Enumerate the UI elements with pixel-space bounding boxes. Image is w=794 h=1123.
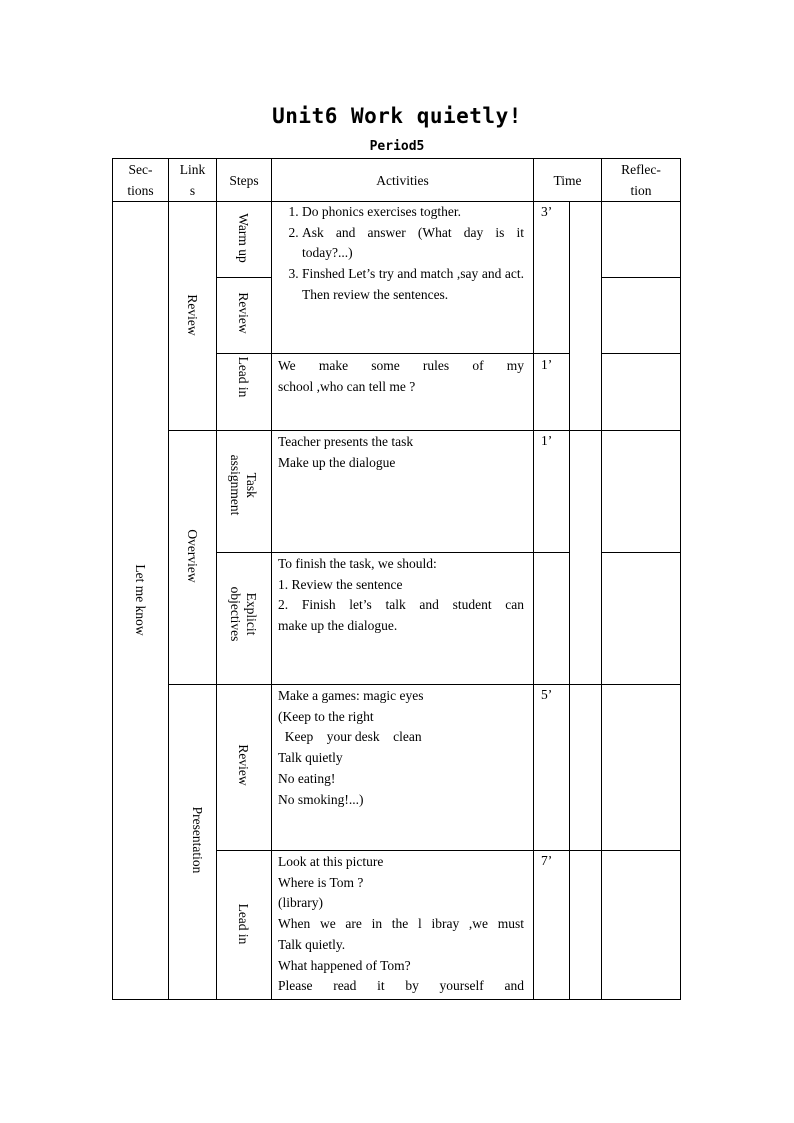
section-let-me-know: Let me know [133, 564, 148, 636]
row-line [216, 552, 569, 553]
activity-line: What happened of Tom? [278, 957, 411, 973]
row-line [601, 353, 681, 354]
table-border-bottom [112, 999, 681, 1000]
column-line [569, 201, 570, 1000]
activity-line: Make a games: magic eyes [278, 688, 424, 703]
activities-lead-in [278, 356, 524, 397]
activities-lead-in-2 [278, 852, 524, 997]
activities-explicit-objectives [278, 554, 524, 637]
activity-line: When we are in the l ibray ,we must [278, 916, 524, 932]
activity-line: (Keep to the right [278, 708, 374, 724]
step-review-2: Review [236, 744, 251, 786]
step-explicit-objectives-line1: Explicit [244, 592, 259, 636]
step-task-assignment-line2: assignment [228, 454, 243, 516]
link-review: Review [185, 294, 200, 336]
step-review: Review [236, 292, 251, 334]
time-lead-in: 1’ [541, 357, 553, 372]
document-title: Unit6 Work quietly! [272, 104, 522, 128]
column-line [168, 158, 169, 1000]
step-explicit-objectives-line2: objectives [228, 586, 243, 642]
activities-warm-up [278, 202, 524, 306]
activity-line: Talk quietly [278, 750, 343, 766]
activity-line: Teacher presents the task [278, 434, 414, 449]
activity-line: Keep your desk clean [278, 729, 422, 745]
step-explicit-objectives [227, 587, 259, 642]
step-lead-in: Lead in [236, 356, 251, 398]
activity-line: (library) [278, 895, 323, 911]
column-line [271, 158, 272, 1000]
step-lead-in-2: Lead in [236, 903, 251, 945]
header-reflection: Reflec- tion [621, 162, 661, 198]
row-line [216, 850, 681, 851]
row-line [168, 684, 681, 685]
link-overview: Overview [185, 529, 200, 583]
activity-item: 3. Finshed Let’s try and match ,say and act. Then review the sentences. [302, 264, 524, 305]
table-border-left [112, 158, 113, 1000]
table-border-right [680, 158, 681, 1000]
header-links: Link s [179, 162, 206, 198]
row-line [216, 353, 569, 354]
activity-item: 1. Do phonics exercises togther. [302, 202, 524, 223]
row-line [601, 552, 681, 553]
header-steps: Steps [229, 173, 259, 188]
activity-item: 2. Ask and answer (What day is it today?...) [302, 223, 524, 264]
row-line [168, 430, 681, 431]
period-label: Period5 [369, 139, 425, 154]
activity-line: We make some rules of my [278, 358, 524, 373]
column-line [601, 158, 602, 1000]
column-line [216, 158, 217, 1000]
time-warm-up: 3’ [541, 204, 553, 219]
column-line [533, 158, 534, 1000]
activity-line: Look at this picture [278, 854, 384, 869]
activity-line: make up the dialogue. [278, 618, 398, 634]
activity-line: No eating! [278, 770, 336, 786]
activities-review-2 [278, 686, 524, 810]
time-task-assignment: 1’ [541, 433, 553, 448]
time-lead-in-2: 7’ [541, 853, 553, 868]
activity-line: 2. Finish let’s talk and student can [278, 597, 524, 613]
activity-line: To finish the task, we should: [278, 556, 437, 571]
activity-line: Please read it by yourself and [278, 978, 524, 994]
activity-line: Talk quietly. [278, 936, 346, 952]
header-sections: Sec- tions [127, 162, 154, 198]
link-presentation: Presentation [190, 806, 205, 874]
header-activities: Activities [376, 173, 429, 188]
activity-line: 1. Review the sentence [278, 576, 403, 592]
step-task-assignment [227, 455, 259, 516]
step-warm-up: Warm up [236, 213, 251, 263]
step-task-assignment-line1: Task [244, 472, 259, 498]
activities-task-assignment [278, 432, 524, 473]
activity-list [278, 202, 524, 306]
row-line [216, 277, 271, 278]
row-line [601, 277, 681, 278]
activity-line: school ,who can tell me ? [278, 378, 416, 394]
header-time: Time [553, 173, 582, 188]
activity-line: Make up the dialogue [278, 454, 396, 470]
activity-line: Where is Tom ? [278, 874, 364, 890]
activity-line: No smoking!...) [278, 791, 364, 807]
time-review-2: 5’ [541, 687, 553, 702]
